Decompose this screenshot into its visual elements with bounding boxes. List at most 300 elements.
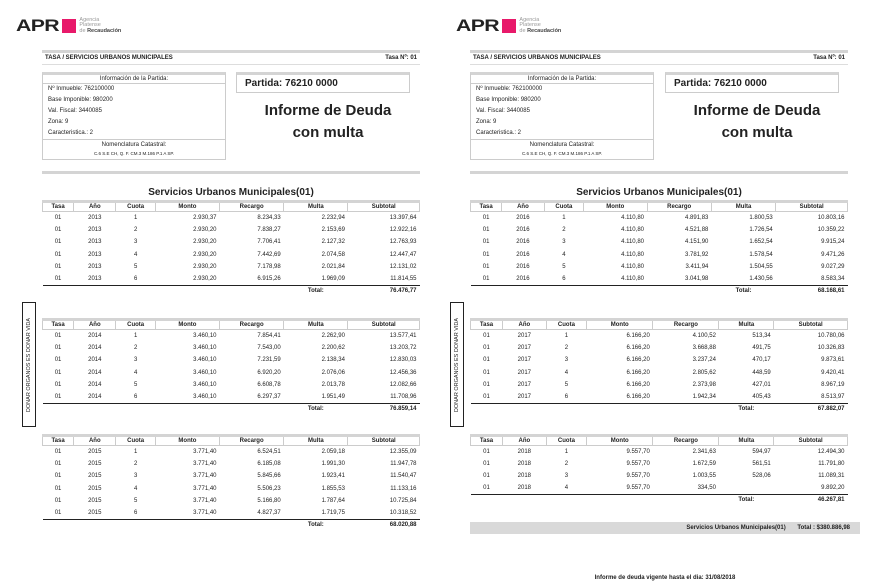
cell-cuota: 6 [133,275,138,282]
total-spacer [546,403,587,414]
table-row [43,248,420,260]
cell-recargo: 6.524,51 [257,448,281,455]
table-row [43,212,420,224]
table-header-row [43,436,420,446]
cell-multa: 528,06 [752,473,771,480]
column-header-monto: Monto [155,436,219,446]
column-header-subtotal: Subtotal [774,320,848,330]
table-total-row [43,519,420,530]
cell-anio: 2015 [88,448,102,455]
cell-cuota: 2 [564,344,569,351]
cell-multa: 448,59 [752,369,771,376]
report-title [236,100,420,144]
cell-multa: 1.969,09 [321,275,345,282]
cell-monto: 9.557,70 [626,473,650,480]
cell-subtotal: 12.456,36 [389,369,417,376]
cell-multa: 2.200,62 [321,344,345,351]
cell-tasa: 01 [54,214,62,221]
cell-cuota: 2 [133,344,138,351]
cell-subtotal: 11.708,96 [390,393,417,400]
cell-recargo: 1.672,59 [692,460,716,467]
cell-monto: 2.930,20 [193,263,217,270]
section-divider [42,171,420,174]
cell-multa: 1.578,54 [749,251,773,258]
cell-monto: 4.110,80 [621,275,644,282]
cell-cuota: 4 [564,485,569,492]
logo-line2: Platense [519,22,541,29]
cell-subtotal: 12.355,09 [389,448,417,455]
total-spacer [653,495,719,506]
cell-cuota: 4 [133,251,138,258]
table-row [43,482,420,494]
logo-line1: Agencia [519,16,540,23]
table-row [43,470,420,482]
logo-line2: Platense [79,22,101,29]
logo-line1: Agencia [79,16,100,23]
cell-subtotal: 13.397,64 [389,214,417,221]
cell-tasa: 01 [483,332,490,339]
cell-recargo: 4.891,83 [685,214,709,221]
cell-anio: 2013 [88,226,102,233]
info-zona: Zona: 9 [48,119,69,125]
cell-monto: 3.460,10 [193,381,217,388]
column-header-subtotal: Subtotal [348,202,420,212]
cell-subtotal: 11.089,31 [818,473,845,480]
cell-anio: 2013 [88,263,102,270]
cell-tasa: 01 [54,239,62,246]
cell-recargo: 3.411,94 [685,263,709,270]
cell-subtotal: 10.803,16 [817,214,845,221]
column-header-subtotal: Subtotal [774,436,848,446]
table-row [43,458,420,470]
table-row [471,248,848,260]
table-row [43,391,420,403]
column-header-tasa: Tasa [43,436,74,446]
cell-recargo: 5.845,66 [257,473,281,480]
cell-multa: 2.021,84 [321,263,345,270]
cell-subtotal: 11.947,78 [390,460,417,467]
table-row [43,446,420,458]
cell-tasa: 01 [54,251,62,258]
side-note-box [450,302,464,427]
total-label: Total: [284,403,348,414]
cell-anio: 2017 [517,369,532,376]
section-title: Servicios Urbanos Municipales(01) [148,187,314,198]
cell-anio: 2016 [516,263,530,270]
table-row [43,354,420,366]
cell-multa: 491,75 [752,344,771,351]
column-header-multa: Multa [719,436,774,446]
column-header-recargo: Recargo [220,202,284,212]
cell-monto: 6.166,20 [626,393,650,400]
table-row [471,470,848,482]
partida-box: Partida: 76210 0000 [665,72,839,93]
cell-cuota: 3 [133,357,138,364]
table-row [43,342,420,354]
cell-monto: 3.771,40 [193,460,217,467]
cell-monto: 2.930,37 [193,214,217,221]
info-zona: Zona: 9 [476,119,497,125]
debt-table [42,434,420,530]
report-title-line2: con multa [721,124,793,141]
cell-cuota: 3 [564,473,569,480]
logo-text [79,18,121,35]
total-spacer [220,403,284,414]
cell-cuota: 1 [133,332,138,339]
cell-subtotal: 11.791,80 [818,460,845,467]
debt-table [42,200,420,296]
cell-monto: 3.771,40 [193,473,217,480]
table-row [471,391,848,403]
cell-recargo: 7.706,41 [257,239,281,246]
cell-anio: 2017 [517,344,532,351]
cell-monto: 4.110,80 [621,239,644,246]
cell-multa: 405,43 [752,393,771,400]
column-header-monto: Monto [587,436,653,446]
cell-anio: 2014 [88,381,102,388]
cell-tasa: 01 [483,369,490,376]
cell-multa: 427,01 [752,381,771,388]
cell-recargo: 4.827,37 [257,509,281,516]
table-header-row [43,202,420,212]
cell-recargo: 334,50 [697,485,716,492]
cell-tasa: 01 [482,263,490,270]
cell-tasa: 01 [482,239,490,246]
total-label: Total: [719,495,774,506]
cell-recargo: 7.838,27 [257,226,281,233]
cell-multa: 2.153,69 [321,226,345,233]
column-header-monto: Monto [584,202,647,212]
cell-monto: 6.166,20 [626,357,650,364]
cell-cuota: 3 [133,473,138,480]
table-row [43,273,420,285]
cell-cuota: 6 [133,509,138,516]
table-row [43,261,420,273]
cell-cuota: 6 [133,393,138,400]
total-spacer [503,495,547,506]
table-row [43,366,420,378]
grand-total-label: Servicios Urbanos Municipales(01) [686,525,786,531]
column-header-cuota: Cuota [544,202,583,212]
cell-recargo: 7.178,98 [257,263,281,270]
cell-anio: 2013 [88,214,102,221]
cell-anio: 2014 [88,332,102,339]
cell-anio: 2018 [517,448,532,455]
total-spacer [647,285,711,296]
cell-tasa: 01 [482,226,490,233]
debt-table [470,200,848,296]
grand-total-value: Total : $380.886,98 [797,525,850,531]
cell-tasa: 01 [54,473,62,480]
cell-anio: 2018 [517,473,532,480]
total-spacer [116,403,155,414]
cell-multa: 2.076,06 [321,369,345,376]
cell-monto: 9.557,70 [626,485,650,492]
logo-text [519,18,561,35]
cell-tasa: 01 [483,448,490,455]
table-row [471,330,848,342]
cell-tasa: 01 [483,460,490,467]
logo-line3-bold: Recaudación [87,27,122,34]
cell-multa: 2.262,90 [321,332,345,339]
total-value: 76.476,77 [348,285,420,296]
cell-subtotal: 10.725,84 [389,497,417,504]
column-header-subtotal: Subtotal [776,202,848,212]
partida-info-box [42,72,226,160]
table-row [43,330,420,342]
cell-multa: 1.991,30 [321,460,345,467]
info-caracteristica: Caracteristica.: 2 [476,130,522,136]
cell-anio: 2015 [88,497,102,504]
total-value: 67.882,07 [774,403,848,414]
total-spacer [155,403,219,414]
section-title: Servicios Urbanos Municipales(01) [576,187,742,198]
cell-monto: 2.930,20 [193,226,217,233]
column-header-anio: Año [74,320,116,330]
cell-monto: 3.771,40 [193,497,217,504]
cell-subtotal: 12.763,93 [389,239,417,246]
debt-table [42,318,420,414]
total-spacer [43,285,74,296]
cell-cuota: 3 [562,239,566,246]
table-row [471,482,848,494]
table-row [471,224,848,236]
table-total-row [471,285,848,296]
cell-multa: 1.855,53 [321,485,345,492]
column-header-multa: Multa [284,320,348,330]
column-header-multa: Multa [719,320,774,330]
cell-multa: 1.719,75 [321,509,345,516]
column-header-recargo: Recargo [647,202,711,212]
table-row [471,212,848,224]
cell-cuota: 1 [562,214,566,221]
info-inmueble: Nº Inmueble: 762100000 [48,86,115,92]
table-row [471,261,848,273]
info-title: Información de la Partida: [43,75,225,84]
cell-recargo: 6.185,08 [257,460,281,467]
cell-recargo: 6.297,37 [257,393,281,400]
total-spacer [471,285,502,296]
cell-tasa: 01 [54,485,62,492]
cell-multa: 513,34 [752,332,771,339]
cell-monto: 6.166,20 [626,332,650,339]
total-spacer [220,285,284,296]
cell-anio: 2016 [516,251,530,258]
cell-subtotal: 9.892,20 [821,485,845,492]
cell-multa: 561,51 [752,460,771,467]
header-row [470,55,848,65]
column-header-cuota: Cuota [116,320,155,330]
cell-tasa: 01 [54,357,62,364]
cell-cuota: 2 [133,460,138,467]
cell-subtotal: 9.027,29 [821,263,845,270]
cell-anio: 2018 [517,485,532,492]
table-row [43,224,420,236]
cell-tasa: 01 [54,226,62,233]
total-value: 68.020,88 [348,519,420,530]
cell-subtotal: 12.830,03 [389,357,417,364]
total-label: Total: [719,403,774,414]
cell-subtotal: 13.203,72 [389,344,417,351]
cell-cuota: 5 [133,381,138,388]
report-page-left [0,0,430,587]
total-value: 76.859,14 [348,403,420,414]
total-spacer [220,519,284,530]
cell-multa: 594,97 [752,448,771,455]
report-title-line2: con multa [292,124,364,141]
info-inmueble: Nº Inmueble: 762100000 [476,86,543,92]
cell-multa: 1.923,41 [321,473,345,480]
cell-recargo: 3.041,98 [685,275,709,282]
cell-tasa: 01 [54,263,62,270]
column-header-tasa: Tasa [43,202,74,212]
cell-cuota: 6 [562,275,566,282]
logo-line3 [519,29,561,35]
table-row [43,236,420,248]
table-header-row [471,202,848,212]
table-total-row [471,495,848,506]
cell-subtotal: 12.082,66 [389,381,417,388]
cell-tasa: 01 [483,344,490,351]
cell-recargo: 3.237,24 [692,357,716,364]
logo-line3-prefix: de [79,27,86,34]
cell-subtotal: 9.471,26 [821,251,845,258]
cell-anio: 2016 [516,214,530,221]
cell-cuota: 3 [133,239,138,246]
column-header-multa: Multa [284,436,348,446]
column-header-cuota: Cuota [116,202,155,212]
cell-multa: 1.652,54 [749,239,773,246]
partida-info-box [470,72,654,160]
cell-multa: 1.430,56 [749,275,773,282]
cell-subtotal: 11.133,16 [390,485,417,492]
cell-anio: 2013 [88,275,102,282]
cell-recargo: 6.915,26 [257,275,281,282]
column-header-recargo: Recargo [653,320,719,330]
cell-anio: 2018 [517,460,532,467]
column-header-multa: Multa [284,202,348,212]
side-note-text: DONAR ORGANOS ES DONAR VIDA [26,317,32,412]
table-row [471,446,848,458]
validity-footer: Informe de deuda vigente hasta el dia: 31/08/2018 [594,575,736,581]
table-total-row [471,403,848,414]
cell-subtotal: 13.577,41 [389,332,417,339]
cell-subtotal: 10.318,52 [389,509,417,516]
cell-subtotal: 12.922,16 [389,226,417,233]
cell-subtotal: 11.540,47 [390,473,417,480]
cell-multa: 2.232,94 [321,214,345,221]
column-header-recargo: Recargo [220,320,284,330]
cell-cuota: 5 [562,263,566,270]
grand-total-bar [470,522,860,534]
cell-subtotal: 10.326,83 [817,344,845,351]
cell-recargo: 4.151,90 [685,239,709,246]
cell-tasa: 01 [54,275,62,282]
cell-multa: 2.059,18 [321,448,345,455]
column-header-cuota: Cuota [546,320,587,330]
column-header-subtotal: Subtotal [348,320,420,330]
tasa-number: Tasa Nº: 01 [813,55,845,61]
cell-tasa: 01 [483,485,490,492]
partida-box: Partida: 76210 0000 [236,72,410,93]
cell-monto: 9.557,70 [626,460,650,467]
cell-subtotal: 12.494,30 [817,448,845,455]
header-bar [470,50,848,53]
apr-logo [16,16,121,36]
cell-monto: 3.460,10 [193,332,217,339]
cell-cuota: 1 [564,448,569,455]
cell-monto: 3.460,10 [193,393,217,400]
total-spacer [587,495,653,506]
info-val-fiscal: Val. Fiscal: 3440085 [476,108,530,114]
cell-monto: 6.166,20 [626,369,650,376]
cell-cuota: 5 [133,497,138,504]
cell-recargo: 3.781,92 [685,251,709,258]
table-header-row [43,320,420,330]
total-spacer [503,403,547,414]
info-caracteristica: Caracteristica.: 2 [48,130,94,136]
cell-monto: 4.110,80 [621,251,644,258]
logo-line3 [79,29,121,35]
cell-tasa: 01 [54,332,62,339]
column-header-tasa: Tasa [471,320,503,330]
cell-monto: 3.460,10 [193,357,217,364]
cell-monto: 9.557,70 [626,448,650,455]
table-row [43,379,420,391]
cell-monto: 3.771,40 [193,509,217,516]
cell-cuota: 2 [564,460,569,467]
cell-anio: 2013 [88,239,102,246]
column-header-anio: Año [74,202,116,212]
header-bar [42,50,420,53]
cell-recargo: 1.942,34 [692,393,716,400]
total-spacer [544,285,583,296]
cell-recargo: 4.521,88 [685,226,709,233]
report-title-line1: Informe de Deuda [264,102,392,119]
column-header-tasa: Tasa [471,202,502,212]
cell-cuota: 4 [133,369,138,376]
column-header-cuota: Cuota [546,436,587,446]
total-spacer [471,403,503,414]
column-header-monto: Monto [155,202,219,212]
table-row [471,354,848,366]
total-spacer [74,403,116,414]
cell-subtotal: 11.814,55 [390,275,417,282]
cell-tasa: 01 [54,460,62,467]
cell-anio: 2015 [88,509,102,516]
column-header-anio: Año [74,436,116,446]
column-header-tasa: Tasa [471,436,503,446]
cell-recargo: 7.854,41 [257,332,281,339]
column-header-anio: Año [503,320,547,330]
table-header-row [471,320,848,330]
cell-anio: 2015 [88,473,102,480]
nomenclatura-value: C.6 S.E CH, Q. F. CM.3 M.186 P.1 A SP. [521,151,603,156]
tasa-title: TASA / SERVICIOS URBANOS MUNICIPALES [45,55,173,61]
cell-multa: 2.074,58 [321,251,345,258]
cell-anio: 2017 [517,332,532,339]
column-header-tasa: Tasa [43,320,74,330]
cell-subtotal: 8.583,34 [821,275,845,282]
cell-anio: 2016 [516,239,530,246]
cell-multa: 1.800,53 [749,214,773,221]
side-note-text: DONAR ORGANOS ES DONAR VIDA [454,317,460,412]
cell-tasa: 01 [483,393,490,400]
cell-recargo: 2.805,62 [692,369,716,376]
tasa-number: Tasa Nº: 01 [385,55,417,61]
nomenclatura-title: Nomenclatura Catastral: [43,139,225,149]
cell-multa [719,482,774,494]
